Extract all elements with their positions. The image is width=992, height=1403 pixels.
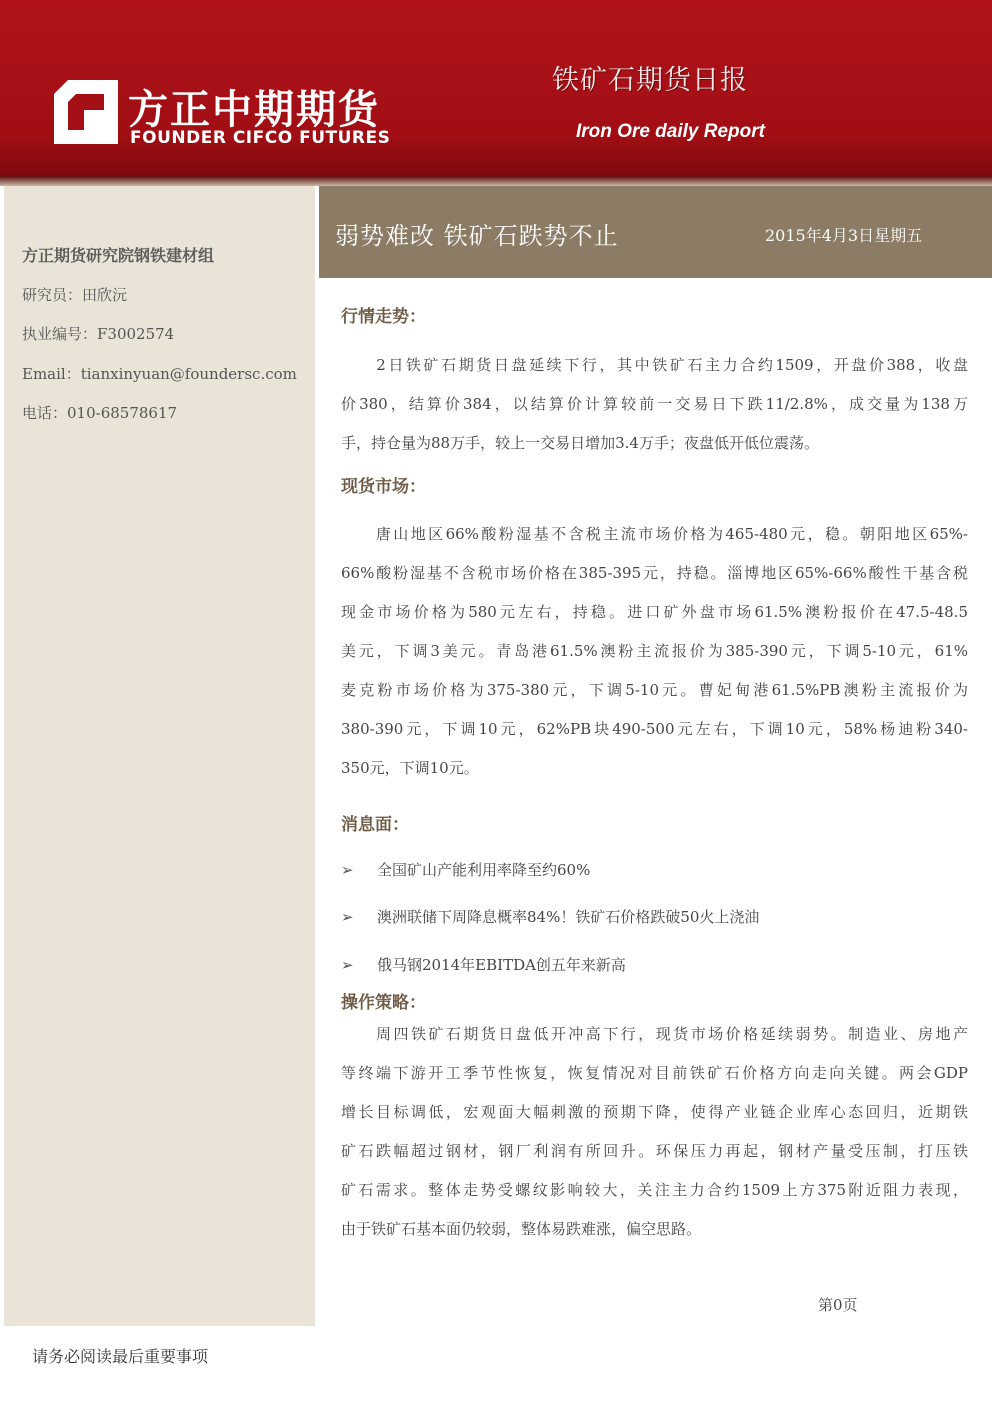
founder-logo-icon [54,80,118,144]
paragraph-line: 价380，结算价384，以结算价计算较前一交易日下跌11/2.8%，成交量为138万 [341,395,968,413]
research-group: 方正期货研究院钢铁建材组 [22,246,215,265]
paragraph-line: 现金市场价格为580元左右，持稳。进口矿外盘市场61.5%澳粉报价在47.5-48.5 [341,603,968,621]
paragraph-line: 矿石需求。整体走势受螺纹影响较大，关注主力合约1509上方375附近阻力表现， [341,1181,968,1199]
arrow-bullet-icon: ➢ [341,956,354,974]
paragraph-line: 矿石跌幅超过钢材，钢厂利润有所回升。环保压力再起，钢材产量受压制，打压铁 [341,1142,968,1160]
page-number: 第0页 [818,1296,858,1314]
market-paragraph [341,346,968,463]
brand-name-cn: 方正中期期货 [128,87,380,133]
paragraph-line: 由于铁矿石基本面仍较弱，整体易跌难涨，偏空思路。 [341,1220,702,1238]
report-date: 2015年4月3日星期五 [765,226,923,245]
section-heading-market: 行情走势： [341,307,426,327]
brand-name-en: FOUNDER CIFCO FUTURES [130,128,391,148]
paragraph-line: 380-390元，下调10元，62%PB块490-500元左右，下调10元，58%杨迪粉340- [341,720,968,738]
analyst-name: 研究员：田欣沅 [22,286,128,304]
analyst-email[interactable]: Email：tianxinyuan@foundersc.com [22,365,297,383]
paragraph-line: 手，持仓量为88万手，较上一交易日增加3.4万手；夜盘低开低位震荡。 [341,434,819,452]
section-heading-spot: 现货市场： [341,477,426,497]
author-sidebar [4,186,315,1326]
news-item [341,906,759,927]
news-item-text: 全国矿山产能利用率降至约60% [377,861,591,879]
paragraph-line: 350元，下调10元。 [341,759,479,777]
header-divider [0,176,992,186]
news-item [341,954,626,975]
news-item-text: 澳洲联储下周降息概率84%！铁矿石价格跌破50火上浇油 [377,908,760,926]
arrow-bullet-icon: ➢ [341,908,354,926]
section-heading-news: 消息面： [341,815,409,835]
paragraph-line: 周四铁矿石期货日盘低开冲高下行，现货市场价格延续弱势。制造业、房地产 [341,1025,968,1043]
report-headline: 弱势难改 铁矿石跌势不止 [335,222,619,250]
paragraph-line: 唐山地区66%酸粉湿基不含税主流市场价格为465-480元，稳。朝阳地区65%- [341,525,968,543]
section-heading-strategy: 操作策略： [341,993,426,1013]
paragraph-line: 2日铁矿石期货日盘延续下行，其中铁矿石主力合约1509，开盘价388，收盘 [341,356,968,374]
report-title-en: Iron Ore daily Report [576,121,765,142]
arrow-bullet-icon: ➢ [341,861,354,879]
paragraph-line: 增长目标调低，宏观面大幅刺激的预期下降，使得产业链企业库心态回归，近期铁 [341,1103,968,1121]
analyst-phone: 电话：010-68578617 [22,404,178,422]
paragraph-line: 等终端下游开工季节性恢复，恢复情况对目前铁矿石价格方向走向关键。两会GDP [341,1064,968,1082]
disclaimer-notice: 请务必阅读最后重要事项 [32,1347,209,1366]
report-title-cn: 铁矿石期货日报 [552,65,748,96]
strategy-paragraph [341,1015,968,1249]
paragraph-line: 麦克粉市场价格为375-380元，下调5-10元。曹妃甸港61.5%PB澳粉主流报价为 [341,681,968,699]
spot-paragraph [341,515,968,788]
paragraph-line: 66%酸粉湿基不含税市场价格在385-395元，持稳。淄博地区65%-66%酸性干基含税 [341,564,968,582]
paragraph-line: 美元，下调3美元。青岛港61.5%澳粉主流报价为385-390元，下调5-10元，61% [341,642,968,660]
news-item [341,859,590,880]
license-number: 执业编号：F3002574 [22,325,175,343]
news-item-text: 俄马钢2014年EBITDA创五年来新高 [377,956,626,974]
